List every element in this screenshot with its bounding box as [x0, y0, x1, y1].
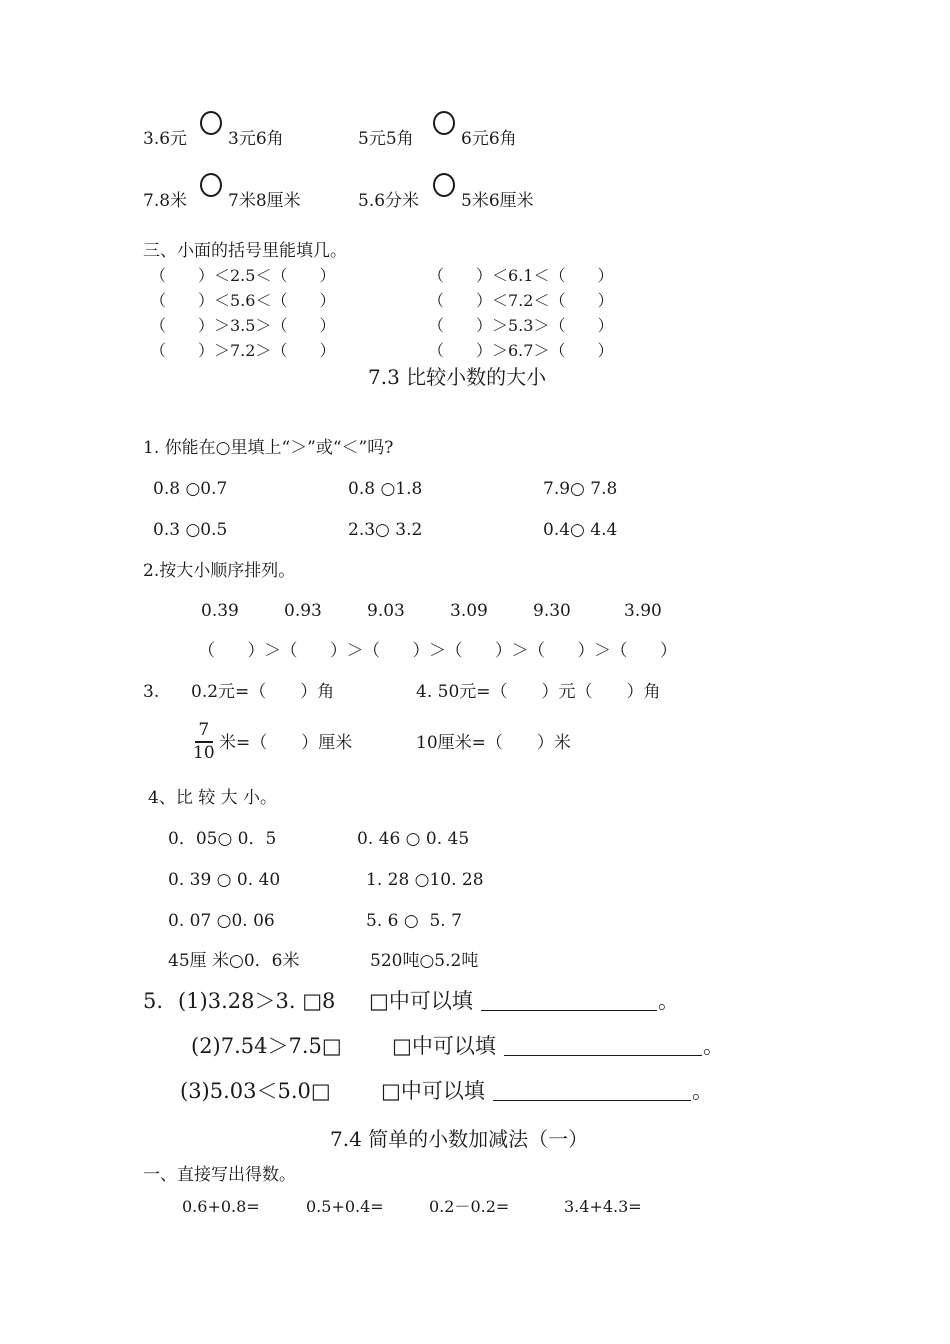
q3-money-a: 0.2元=（ ）角 — [191, 682, 335, 702]
q3-length-d: 10厘米=（ ）米 — [416, 733, 571, 753]
q1-prompt: 1. 你能在○里填上“＞”或“＜”吗? — [143, 438, 394, 458]
q1-item: 0.3 ○0.5 — [153, 520, 228, 540]
compare-circle[interactable] — [433, 111, 455, 135]
q4-item: 520吨○5.2吨 — [370, 951, 479, 971]
fraction — [193, 722, 215, 762]
q2-number: 3.09 — [450, 601, 488, 621]
q3-number: 3. — [143, 682, 160, 702]
fraction-numerator: 7 — [198, 720, 210, 740]
q5-expr: (3)5.03＜5.0□ — [180, 1079, 331, 1103]
compare-circle[interactable] — [200, 173, 222, 197]
q5-end: 。 — [658, 989, 679, 1013]
answer-blank[interactable] — [504, 1055, 702, 1056]
q4-item: 0. 46 ○ 0. 45 — [357, 829, 470, 849]
q2-order-line: （ ）＞（ ）＞（ ）＞（ ）＞（ ）＞（ ） — [198, 641, 677, 661]
arith-item: 0.5+0.4= — [306, 1197, 384, 1216]
arith-item: 0.6+0.8= — [182, 1197, 260, 1216]
answer-blank[interactable] — [493, 1100, 691, 1101]
answer-blank[interactable] — [481, 1010, 657, 1011]
compare-3-left: 7.8米 — [143, 191, 188, 211]
q5-fill-label: □中可以填 — [381, 1079, 485, 1103]
q5-number: 5. — [143, 989, 164, 1013]
compare-4-right: 5米6厘米 — [461, 191, 534, 211]
q1-item: 0.8 ○0.7 — [153, 479, 228, 499]
compare-4-left: 5.6分米 — [358, 191, 420, 211]
q4-item: 0. 07 ○0. 06 — [168, 911, 275, 931]
compare-2-right: 6元6角 — [461, 129, 517, 149]
lesson-7-4-title: 7.4 简单的小数加减法（一） — [330, 1127, 589, 1151]
q2-prompt: 2.按大小顺序排列。 — [143, 561, 296, 581]
q3-length-c: 米=（ ）厘米 — [219, 733, 353, 753]
q2-number: 3.90 — [624, 601, 662, 621]
q1-item: 0.4○ 4.4 — [543, 520, 618, 540]
bracket-row-right: （ ）＜7.2＜（ ） — [428, 291, 614, 310]
compare-3-right: 7米8厘米 — [228, 191, 301, 211]
q5-expr: (1)3.28＞3. □8 — [178, 989, 336, 1013]
compare-circle[interactable] — [200, 111, 222, 135]
bracket-row-left: （ ）＜2.5＜（ ） — [150, 266, 336, 285]
q4-prompt: 4、比 较 大 小。 — [148, 788, 278, 808]
bracket-row-left: （ ）＜5.6＜（ ） — [150, 291, 336, 310]
lesson-7-3-title: 7.3 比较小数的大小 — [368, 365, 547, 389]
q2-number: 0.39 — [201, 601, 239, 621]
compare-1-right: 3元6角 — [228, 129, 284, 149]
q4-item: 5. 6 ○ 5. 7 — [366, 911, 462, 931]
compare-1-left: 3.6元 — [143, 129, 188, 149]
q3-money-b: 4. 50元=（ ）元（ ）角 — [416, 682, 661, 702]
q4-item: 0．05○ 0．5 — [168, 829, 277, 849]
q4-item: 45厘 米○0．6米 — [168, 951, 300, 971]
section3-title: 三、小面的括号里能填几。 — [143, 241, 347, 261]
q5-expr: (2)7.54＞7.5□ — [191, 1034, 342, 1058]
q2-number: 0.93 — [284, 601, 322, 621]
bracket-row-right: （ ）＜6.1＜（ ） — [428, 266, 614, 285]
bracket-row-right: （ ）＞5.3＞（ ） — [428, 316, 614, 335]
bracket-row-left: （ ）＞7.2＞（ ） — [150, 341, 336, 360]
q1-item: 2.3○ 3.2 — [348, 520, 423, 540]
compare-circle[interactable] — [433, 173, 455, 197]
arith-item: 3.4+4.3= — [564, 1197, 642, 1216]
q4-item: 0. 39 ○ 0. 40 — [168, 870, 281, 890]
q5-end: 。 — [703, 1034, 724, 1058]
bracket-row-right: （ ）＞6.7＞（ ） — [428, 341, 614, 360]
q5-fill-label: □中可以填 — [369, 989, 473, 1013]
q1-item: 0.8 ○1.8 — [348, 479, 423, 499]
q5-end: 。 — [692, 1079, 713, 1103]
q2-number: 9.30 — [533, 601, 571, 621]
q2-number: 9.03 — [367, 601, 405, 621]
q5-fill-label: □中可以填 — [392, 1034, 496, 1058]
lesson-7-4-section1: 一、直接写出得数。 — [143, 1165, 296, 1185]
q1-item: 7.9○ 7.8 — [543, 479, 618, 499]
compare-2-left: 5元5角 — [358, 129, 414, 149]
bracket-row-left: （ ）＞3.5＞（ ） — [150, 316, 336, 335]
q4-item: 1. 28 ○10. 28 — [366, 870, 484, 890]
arith-item: 0.2－0.2= — [429, 1197, 510, 1216]
fraction-denominator: 10 — [193, 742, 215, 763]
